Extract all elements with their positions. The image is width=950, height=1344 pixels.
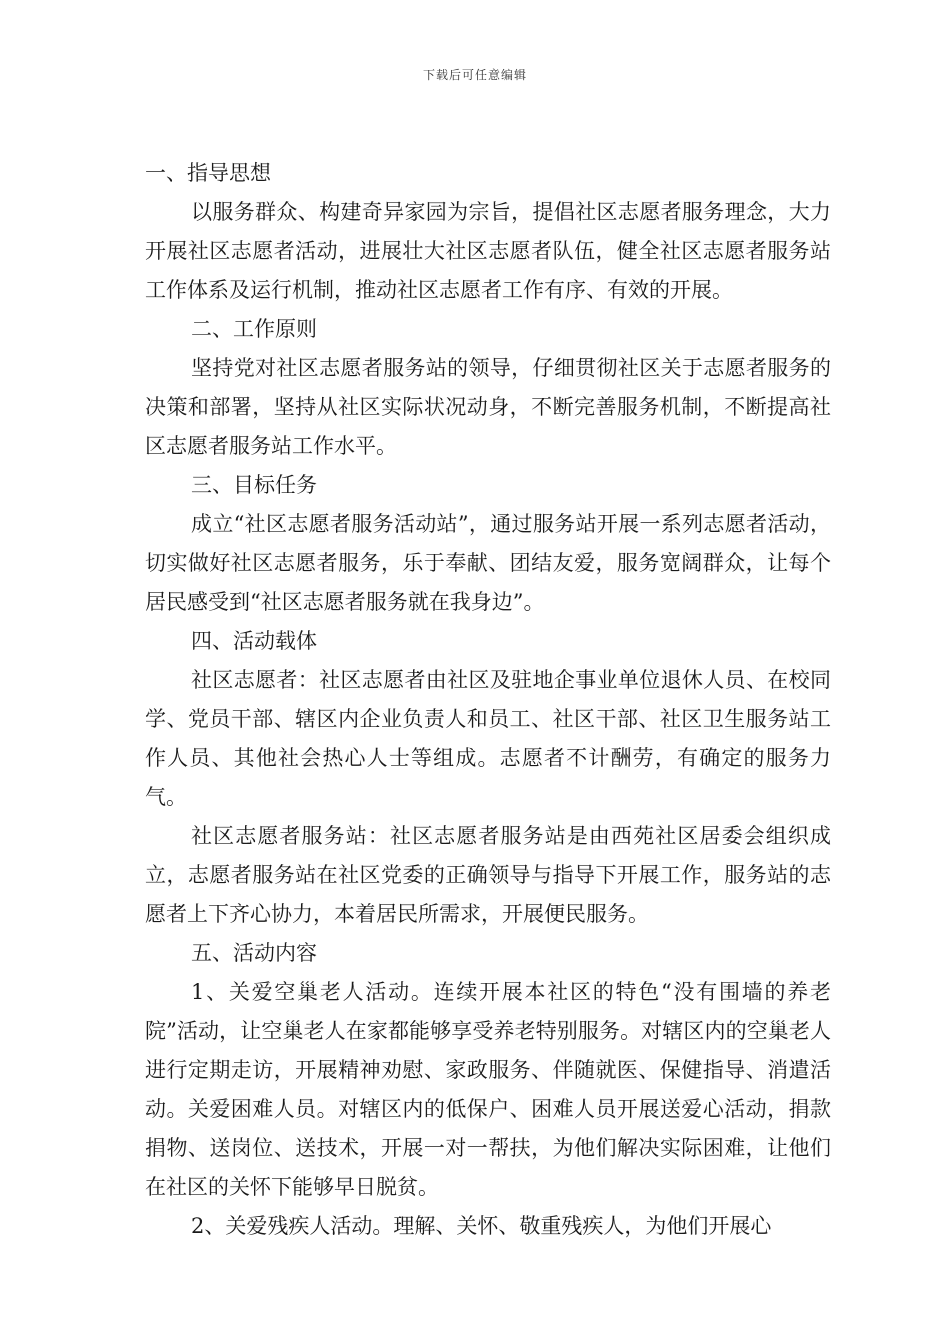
- section-heading: 一、指导思想: [145, 161, 271, 185]
- page-header-note: 下载后可任意编辑: [422, 68, 527, 82]
- section-paragraph: 成立“社区志愿者服务活动站”，通过服务站开展一系列志愿者活动，切实做好社区志愿者服务，乐于奉献、团结友爱，服务宽阔群众，让每个居民感受到“社区志愿者服务就在我身边”。: [145, 512, 831, 614]
- section-heading: 四、活动载体: [191, 629, 317, 653]
- section-heading: 二、工作原则: [191, 317, 317, 341]
- section-paragraph: 1、关爱空巢老人活动。连续开展本社区的特色“没有围墙的养老院”活动，让空巢老人在家都能够享受养老特别服务。对辖区内的空巢老人进行定期走访，开展精神劝慰、家政服务、伴随就医、保健指导、消遣活动。关爱困难人员。对辖区内的低保户、困难人员开展送爱心活动，捐款捐物、送岗位、送技术，开展一对一帮扶，为他们解决实际困难，让他们在社区的关怀下能够早日脱贫。: [145, 980, 831, 1199]
- section-paragraph: 社区志愿者服务站：社区志愿者服务站是由西苑社区居委会组织成立，志愿者服务站在社区党委的正确领导与指导下开展工作，服务站的志愿者上下齐心协力，本着居民所需求，开展便民服务。: [145, 824, 831, 926]
- section-heading: 五、活动内容: [191, 941, 317, 965]
- section-paragraph: 2、关爱残疾人活动。理解、关怀、敬重残疾人，为他们开展心: [191, 1214, 772, 1238]
- section-paragraph: 坚持党对社区志愿者服务站的领导，仔细贯彻社区关于志愿者服务的决策和部署，坚持从社区实际状况动身，不断完善服务机制，不断提高社区志愿者服务站工作水平。: [145, 356, 831, 458]
- document-body: [145, 154, 831, 1246]
- section-paragraph: 以服务群众、构建奇异家园为宗旨，提倡社区志愿者服务理念，大力开展社区志愿者活动，进展壮大社区志愿者队伍，健全社区志愿者服务站工作体系及运行机制，推动社区志愿者工作有序、有效的开展。: [145, 200, 831, 302]
- section-paragraph: 社区志愿者：社区志愿者由社区及驻地企事业单位退休人员、在校同学、党员干部、辖区内企业负责人和员工、社区干部、社区卫生服务站工作人员、其他社会热心人士等组成。志愿者不计酬劳，有确定的服务力气。: [145, 668, 831, 809]
- section-heading: 三、目标任务: [191, 473, 317, 497]
